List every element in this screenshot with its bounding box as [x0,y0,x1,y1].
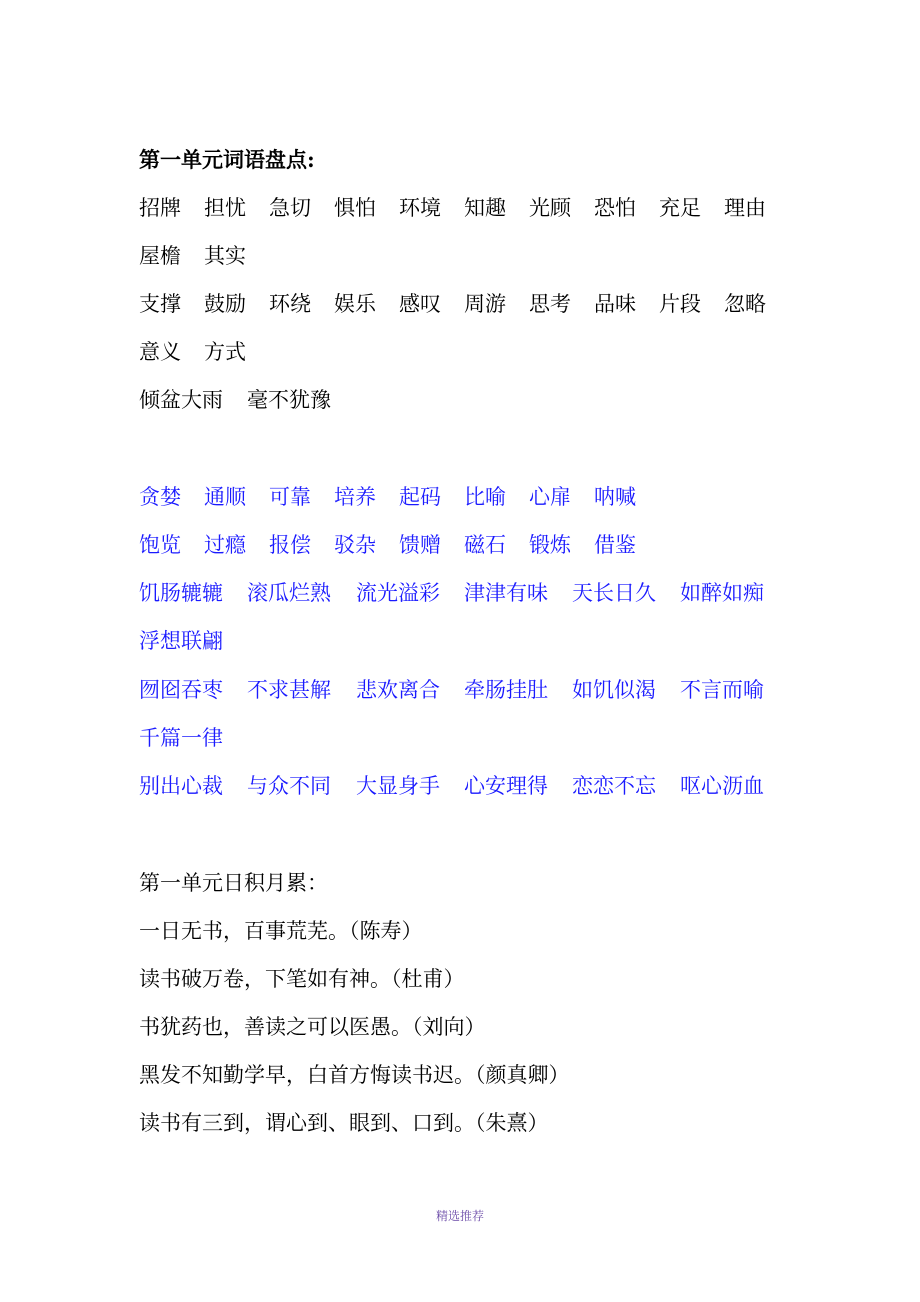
word: 天长日久 [572,581,656,605]
word: 光顾 [529,196,571,220]
word: 意义 [139,340,181,364]
section2-row1 [139,481,789,513]
word: 磁石 [464,533,506,557]
word: 如醉如痴 [680,581,764,605]
word: 急切 [269,196,311,220]
section2-row6 [139,722,789,754]
word: 片段 [659,292,701,316]
word: 饥肠辘辘 [139,581,223,605]
section3-heading: 第一单元日积月累： [139,871,328,895]
quote-line: 黑发不知勤学早，白首方悔读书迟。（颜真卿） [139,1063,570,1087]
word: 大显身手 [356,774,440,798]
word: 鼓励 [204,292,246,316]
quote-line: 读书有三到，谓心到、眼到、口到。（朱熹） [139,1111,549,1135]
word: 千篇一律 [139,726,223,750]
word: 培养 [334,485,376,509]
word: 浮想联翩 [139,629,223,653]
section1-row3 [139,288,789,320]
word: 担忧 [204,196,246,220]
word: 报偿 [269,533,311,557]
word: 娱乐 [334,292,376,316]
word: 流光溢彩 [356,581,440,605]
word: 滚瓜烂熟 [247,581,331,605]
word: 惧怕 [334,196,376,220]
section2-row2 [139,529,789,561]
word: 津津有味 [464,581,548,605]
word: 锻炼 [529,533,571,557]
word: 别出心裁 [139,774,223,798]
word: 呕心沥血 [680,774,764,798]
word: 环绕 [269,292,311,316]
word: 知趣 [464,196,506,220]
page-footer: 精选推荐 [435,1209,484,1223]
quote-line: 读书破万卷，下笔如有神。（杜甫） [139,967,465,991]
word: 品味 [594,292,636,316]
word: 起码 [399,485,441,509]
word: 恐怕 [594,196,636,220]
word: 环境 [399,196,441,220]
section2-row7 [139,770,789,802]
word: 毫不犹豫 [247,388,331,412]
word: 恋恋不忘 [572,774,656,798]
word: 其实 [204,244,246,268]
section1-row1 [139,192,789,224]
word: 驳杂 [334,533,376,557]
word: 借鉴 [594,533,636,557]
word: 倾盆大雨 [139,388,223,412]
quote-line: 书犹药也，善读之可以医愚。（刘向） [139,1015,486,1039]
word: 贪婪 [139,485,181,509]
section2-row4 [139,625,789,657]
word: 充足 [659,196,701,220]
word: 比喻 [464,485,506,509]
word: 悲欢离合 [356,678,440,702]
section1-row2 [139,240,789,272]
word: 周游 [464,292,506,316]
word: 屋檐 [139,244,181,268]
section2-row3 [139,577,789,609]
word: 不求甚解 [247,678,331,702]
word: 呐喊 [594,485,636,509]
word: 馈赠 [399,533,441,557]
section2-row5 [139,674,789,706]
word: 通顺 [204,485,246,509]
word: 思考 [529,292,571,316]
word: 忽略 [724,292,766,316]
word: 支撑 [139,292,181,316]
section1-heading: 第一单元词语盘点: [139,147,315,172]
section1-row4 [139,336,789,368]
word: 理由 [724,196,766,220]
word: 不言而喻 [680,678,764,702]
word: 可靠 [269,485,311,509]
word: 饱览 [139,533,181,557]
word: 过瘾 [204,533,246,557]
word: 心扉 [529,485,571,509]
word: 如饥似渴 [572,678,656,702]
word: 方式 [204,340,246,364]
word: 心安理得 [464,774,548,798]
word: 招牌 [139,196,181,220]
word: 感叹 [399,292,441,316]
word: 囫囵吞枣 [139,678,223,702]
section1-row5 [139,384,789,416]
word: 牵肠挂肚 [464,678,548,702]
word: 与众不同 [247,774,331,798]
quote-line: 一日无书，百事荒芜。（陈寿） [139,919,423,943]
